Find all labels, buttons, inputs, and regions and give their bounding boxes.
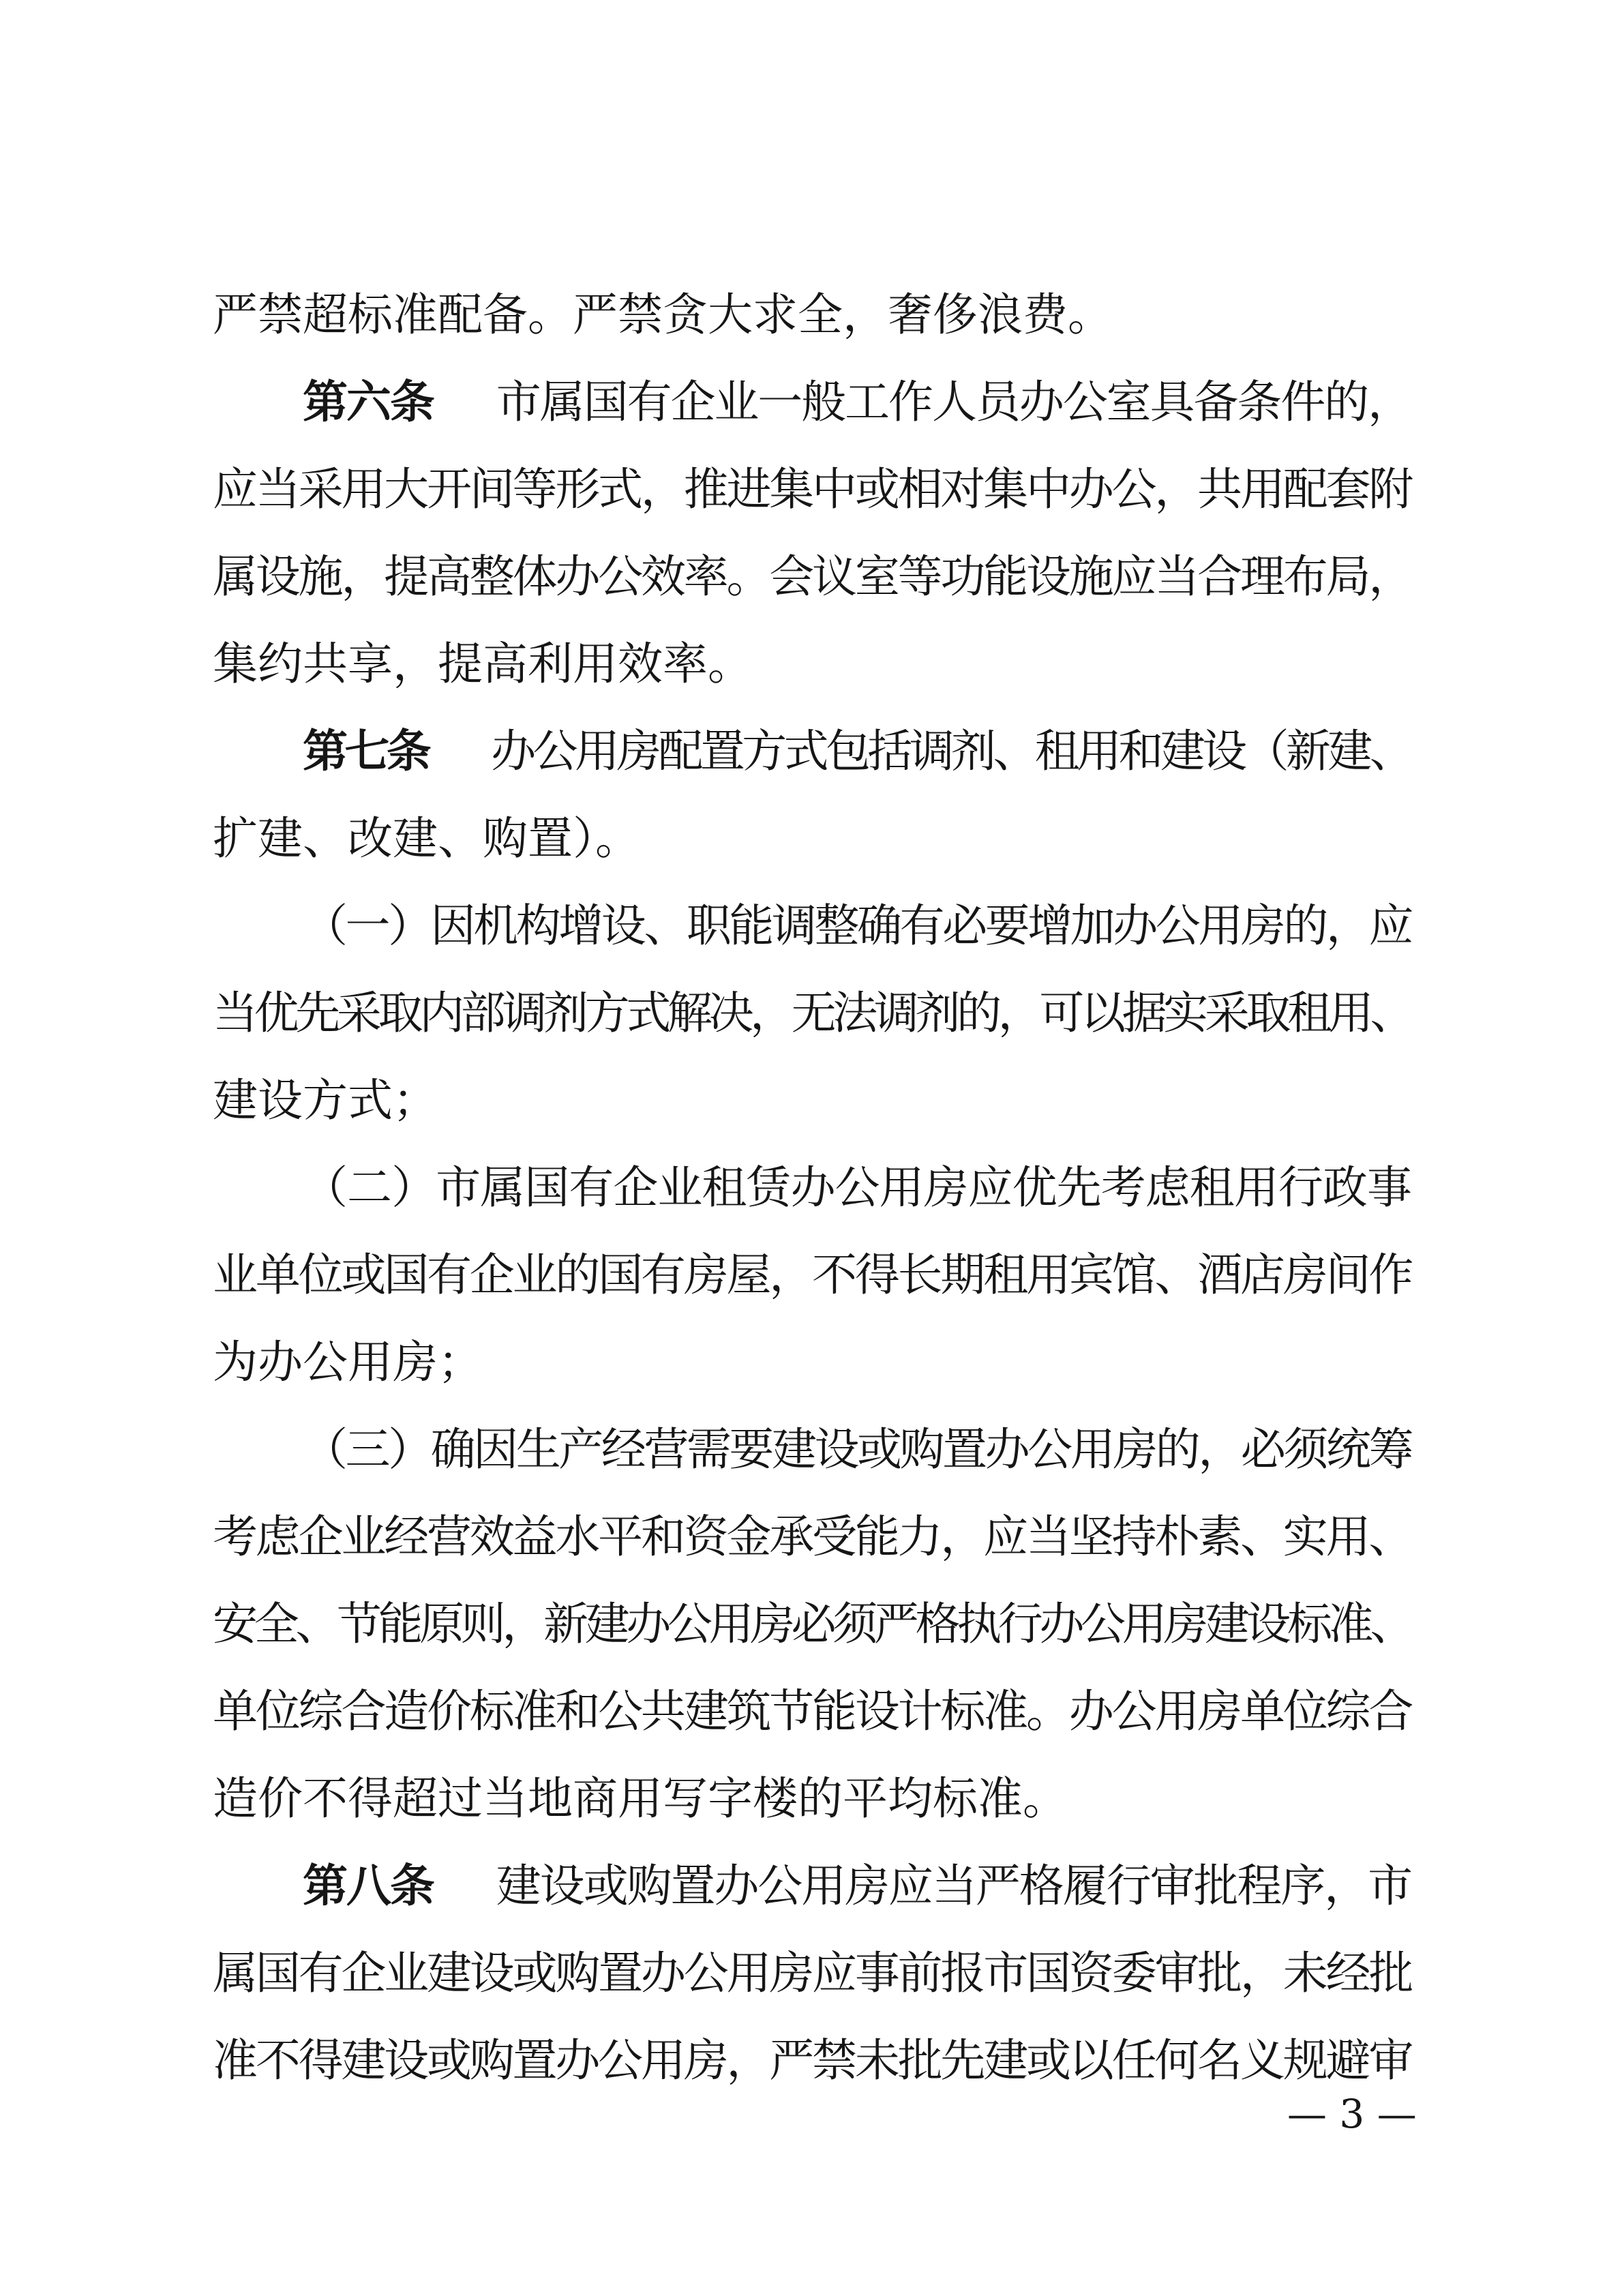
article-6 xyxy=(213,359,1411,708)
article-heading: 第八条 xyxy=(303,1860,434,1912)
article-7 xyxy=(213,708,1411,882)
clause-3 xyxy=(213,1406,1411,1843)
text-line: （一）因机构增设、职能调整确有必要增加办公用房的，应 xyxy=(303,899,1412,952)
paragraph-continuation xyxy=(213,271,1411,359)
text-line: 建设方式； xyxy=(213,1074,438,1127)
text-line: 集约共享，提高利用效率。 xyxy=(213,638,753,690)
text-line: 为办公用房； xyxy=(213,1336,483,1388)
text-line: （三）确因生产经营需要建设或购置办公用房的，必须统筹 xyxy=(303,1423,1412,1476)
text-line: （二）市属国有企业租赁办公用房应优先考虑租用行政事 xyxy=(303,1161,1411,1214)
text-line: 安全、节能原则，新建办公用房必须严格执行办公用房建设标准、 xyxy=(213,1598,1411,1650)
text-line: 单位综合造价标准和公共建筑节能设计标准。办公用房单位综合 xyxy=(213,1685,1412,1738)
text-line: 属设施，提高整体办公效率。会议室等功能设施应当合理布局， xyxy=(213,550,1412,603)
text-line-content: 市属国有企业一般工作人员办公室具备条件的， xyxy=(496,376,1412,428)
article-heading: 第六条 xyxy=(303,376,434,428)
text-line xyxy=(213,359,1411,446)
text-line xyxy=(213,1843,1411,1930)
document-body xyxy=(213,271,1411,2104)
text-line xyxy=(213,708,1411,795)
text-line: 考虑企业经营效益水平和资金承受能力，应当坚持朴素、实用、 xyxy=(213,1510,1412,1563)
text-line: 属国有企业建设或购置办公用房应事前报市国资委审批，未经批 xyxy=(213,1947,1412,1999)
text-line: 应当采用大开间等形式，推进集中或相对集中办公，共用配套附 xyxy=(213,463,1412,516)
text-line: 准不得建设或购置办公用房，严禁未批先建或以任何名义规避审 xyxy=(213,2034,1412,2087)
text-line-content: 建设或购置办公用房应当严格履行审批程序，市 xyxy=(496,1860,1412,1912)
article-8 xyxy=(213,1843,1411,2104)
text-line: 当优先采取内部调剂方式解决，无法调剂的，可以据实采取租用、 xyxy=(213,987,1411,1039)
text-line: 扩建、改建、购置）。 xyxy=(213,812,640,865)
article-heading: 第七条 xyxy=(303,725,429,777)
text-line: 严禁超标准配备。严禁贪大求全，奢侈浪费。 xyxy=(213,288,1113,341)
page-number: — 3 — xyxy=(1287,2091,1417,2137)
text-line: 造价不得超过当地商用写字楼的平均标准。 xyxy=(213,1772,1068,1825)
text-line-content: 办公用房配置方式包括调剂、租用和建设（新建、 xyxy=(491,725,1412,777)
clause-1 xyxy=(213,882,1411,1144)
clause-2 xyxy=(213,1144,1411,1406)
text-line: 业单位或国有企业的国有房屋，不得长期租用宾馆、酒店房间作 xyxy=(213,1249,1412,1301)
